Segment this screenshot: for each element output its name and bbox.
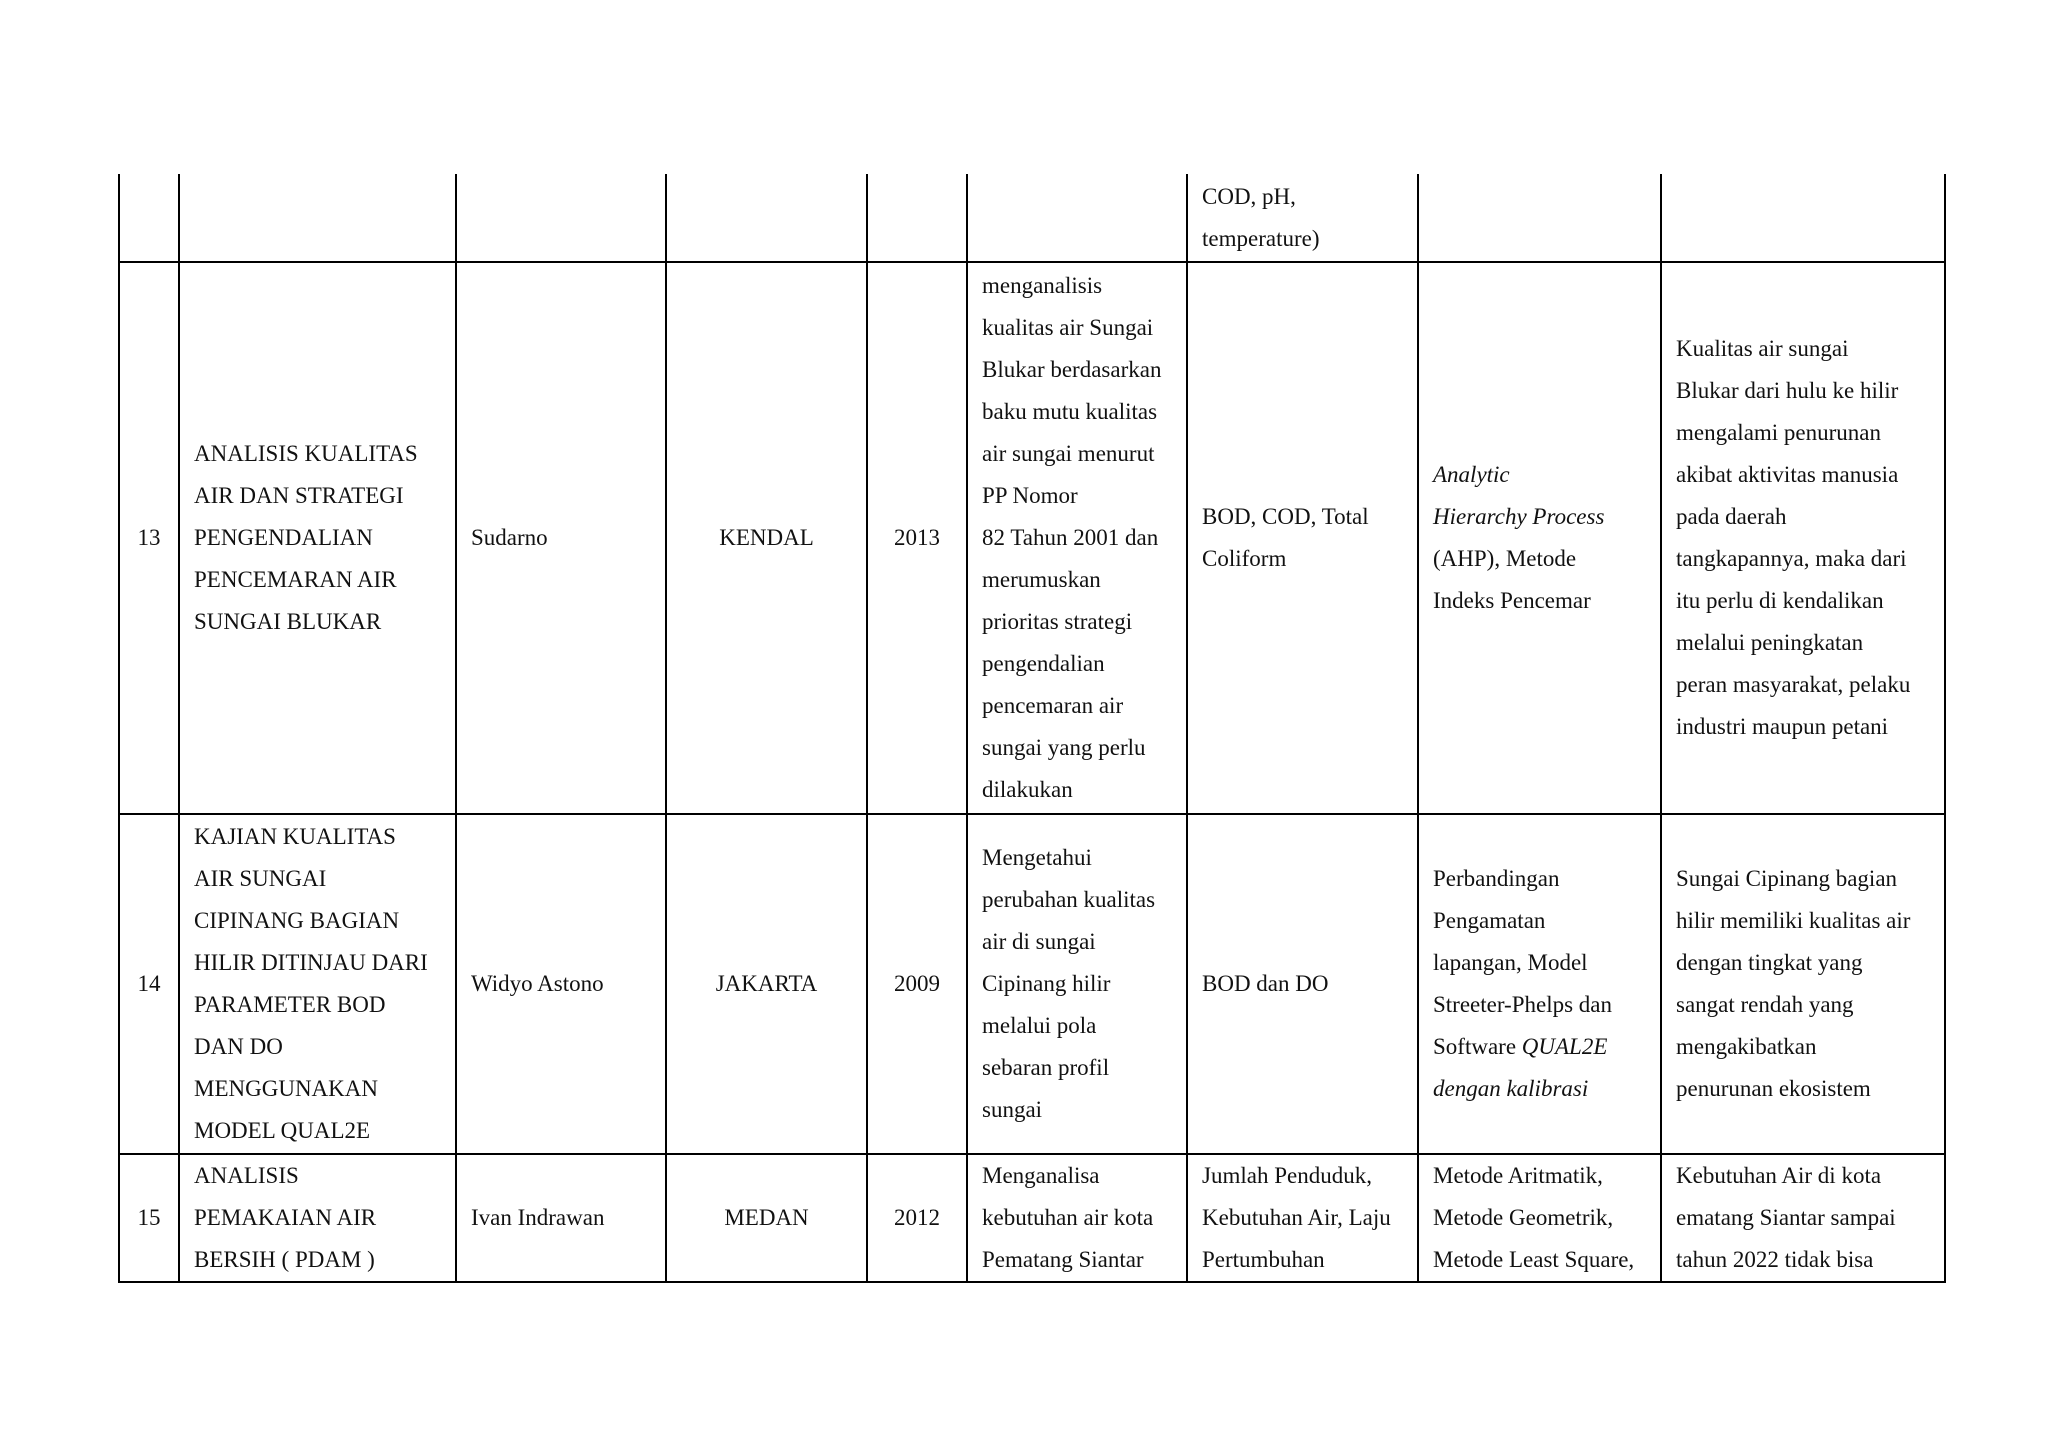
text-line: akibat aktivitas manusia <box>1676 462 1899 487</box>
text-line: Sungai Cipinang bagian <box>1676 866 1898 891</box>
cell-judul <box>179 174 456 262</box>
cell-lokasi: MEDAN <box>666 1154 867 1282</box>
text-line: dengan kalibrasi <box>1433 1076 1589 1101</box>
cell-judul <box>179 262 456 814</box>
text-line: PP Nomor <box>982 483 1078 508</box>
text-line: ematang Siantar sampai <box>1676 1205 1896 1230</box>
text-line: industri maupun petani <box>1676 714 1889 739</box>
text-line: PEMAKAIAN AIR <box>194 1205 377 1230</box>
text-line: Streeter-Phelps dan <box>1433 992 1613 1017</box>
text-line: pencemaran air <box>982 693 1124 718</box>
text-line: kebutuhan air kota <box>982 1205 1154 1230</box>
text-line: DAN DO <box>194 1034 283 1059</box>
cell-parameter: BOD dan DO <box>1187 814 1418 1154</box>
text-line: Mengetahui <box>982 845 1092 870</box>
text-line: sungai yang perlu <box>982 735 1146 760</box>
text-line: itu perlu di kendalikan <box>1676 588 1884 613</box>
text-line: sebaran profil <box>982 1055 1110 1080</box>
text-line: perubahan kualitas <box>982 887 1156 912</box>
text-line: kualitas air Sungai <box>982 315 1154 340</box>
text-line: CIPINANG BAGIAN <box>194 908 400 933</box>
text-line: Blukar berdasarkan <box>982 357 1162 382</box>
cell-hasil <box>1661 1154 1945 1282</box>
text-line: Kebutuhan Air di kota <box>1676 1163 1882 1188</box>
cell-judul <box>179 814 456 1154</box>
cell-no: 14 <box>119 814 179 1154</box>
text-line: peran masyarakat, pelaku <box>1676 672 1911 697</box>
cell-parameter <box>1187 174 1418 262</box>
cell-parameter <box>1187 262 1418 814</box>
cell-metode <box>1418 262 1661 814</box>
text-line: PARAMETER BOD <box>194 992 386 1017</box>
text-line: Pengamatan <box>1433 908 1546 933</box>
text-line: melalui pola <box>982 1013 1097 1038</box>
text-line: 82 Tahun 2001 dan <box>982 525 1159 550</box>
cell-tahun: 2009 <box>867 814 967 1154</box>
cell-no: 15 <box>119 1154 179 1282</box>
text-line: Perbandingan <box>1433 866 1560 891</box>
text-line: air sungai menurut <box>982 441 1155 466</box>
cell-tahun <box>867 174 967 262</box>
text-line: dengan tingkat yang <box>1676 950 1863 975</box>
cell-metode <box>1418 1154 1661 1282</box>
text-line <box>1433 1026 1646 1068</box>
text-line: merumuskan <box>982 567 1101 592</box>
text-line: Hierarchy Process <box>1433 504 1605 529</box>
text-line: Kebutuhan Air, Laju <box>1202 1205 1391 1230</box>
cell-lokasi: KENDAL <box>666 262 867 814</box>
text-line: Pertumbuhan <box>1202 1247 1325 1272</box>
text-line: Metode Aritmatik, <box>1433 1163 1603 1188</box>
text-line: AIR DAN STRATEGI <box>194 483 404 508</box>
cell-metode <box>1418 814 1661 1154</box>
text-line: Metode Least Square, <box>1433 1247 1635 1272</box>
text-line: Metode Geometrik, <box>1433 1205 1614 1230</box>
text-line: Cipinang hilir <box>982 971 1111 996</box>
text-line: melalui peningkatan <box>1676 630 1864 655</box>
cell-tahun: 2013 <box>867 262 967 814</box>
text-line: lapangan, Model <box>1433 950 1588 975</box>
text-line: Menganalisa <box>982 1163 1100 1188</box>
cell-no: 13 <box>119 262 179 814</box>
text-line: penurunan ekosistem <box>1676 1076 1871 1101</box>
text-line: dilakukan <box>982 777 1073 802</box>
text-line: hilir memiliki kualitas air <box>1676 908 1911 933</box>
text-line: mengalami penurunan <box>1676 420 1882 445</box>
text-line: HILIR DITINJAU DARI <box>194 950 428 975</box>
text-line: PENCEMARAN AIR <box>194 567 397 592</box>
text-line: COD, pH, <box>1202 183 1296 209</box>
cell-tujuan <box>967 1154 1187 1282</box>
text-line: Indeks Pencemar <box>1433 588 1591 613</box>
cell-judul <box>179 1154 456 1282</box>
cell-peneliti <box>456 174 666 262</box>
cell-lokasi <box>666 174 867 262</box>
text-line: menganalisis <box>982 273 1103 298</box>
text-line: pada daerah <box>1676 504 1787 529</box>
cell-parameter <box>1187 1154 1418 1282</box>
text-line: AIR SUNGAI <box>194 866 327 891</box>
cell-hasil <box>1661 814 1945 1154</box>
table-row <box>119 262 1945 814</box>
text-line: BERSIH ( PDAM ) <box>194 1247 375 1272</box>
cell-tujuan <box>967 174 1187 262</box>
table-row <box>119 1154 1945 1282</box>
text-line: baku mutu kualitas <box>982 399 1158 424</box>
text-fragment-italic: QUAL2E <box>1521 1034 1608 1059</box>
cell-peneliti: Widyo Astono <box>456 814 666 1154</box>
text-line: temperature) <box>1202 225 1320 251</box>
text-line: Jumlah Penduduk, <box>1202 1163 1372 1188</box>
text-line: sangat rendah yang <box>1676 992 1854 1017</box>
text-line: pengendalian <box>982 651 1105 676</box>
cell-tujuan <box>967 814 1187 1154</box>
cell-lokasi: JAKARTA <box>666 814 867 1154</box>
text-line: ANALISIS KUALITAS <box>194 441 418 466</box>
text-line: PENGENDALIAN <box>194 525 373 550</box>
text-line: prioritas strategi <box>982 609 1133 634</box>
text-line: tangkapannya, maka dari <box>1676 546 1907 571</box>
text-line: tahun 2022 tidak bisa <box>1676 1247 1874 1272</box>
cell-tujuan <box>967 262 1187 814</box>
text-line: (AHP), Metode <box>1433 546 1577 571</box>
text-line: MODEL QUAL2E <box>194 1118 371 1143</box>
cell-tahun: 2012 <box>867 1154 967 1282</box>
cell-peneliti: Ivan Indrawan <box>456 1154 666 1282</box>
text-line: KAJIAN KUALITAS <box>194 824 396 849</box>
table-row <box>119 174 1945 262</box>
cell-no <box>119 174 179 262</box>
cell-peneliti: Sudarno <box>456 262 666 814</box>
table-row <box>119 814 1945 1154</box>
text-fragment: Software <box>1433 1034 1522 1059</box>
cell-metode <box>1418 174 1661 262</box>
cell-hasil <box>1661 262 1945 814</box>
text-line: MENGGUNAKAN <box>194 1076 378 1101</box>
cell-hasil <box>1661 174 1945 262</box>
text-line: sungai <box>982 1097 1043 1122</box>
text-line: mengakibatkan <box>1676 1034 1817 1059</box>
text-line: Blukar dari hulu ke hilir <box>1676 378 1899 403</box>
text-line: Coliform <box>1202 546 1287 571</box>
text-line: air di sungai <box>982 929 1096 954</box>
text-line: Kualitas air sungai <box>1676 336 1849 361</box>
text-line: Pematang Siantar <box>982 1247 1144 1272</box>
text-line: BOD, COD, Total <box>1202 504 1369 529</box>
text-line: SUNGAI BLUKAR <box>194 609 382 634</box>
text-line: ANALISIS <box>194 1163 299 1188</box>
text-line: Analytic <box>1433 462 1510 487</box>
literature-review-table <box>118 174 1946 1283</box>
